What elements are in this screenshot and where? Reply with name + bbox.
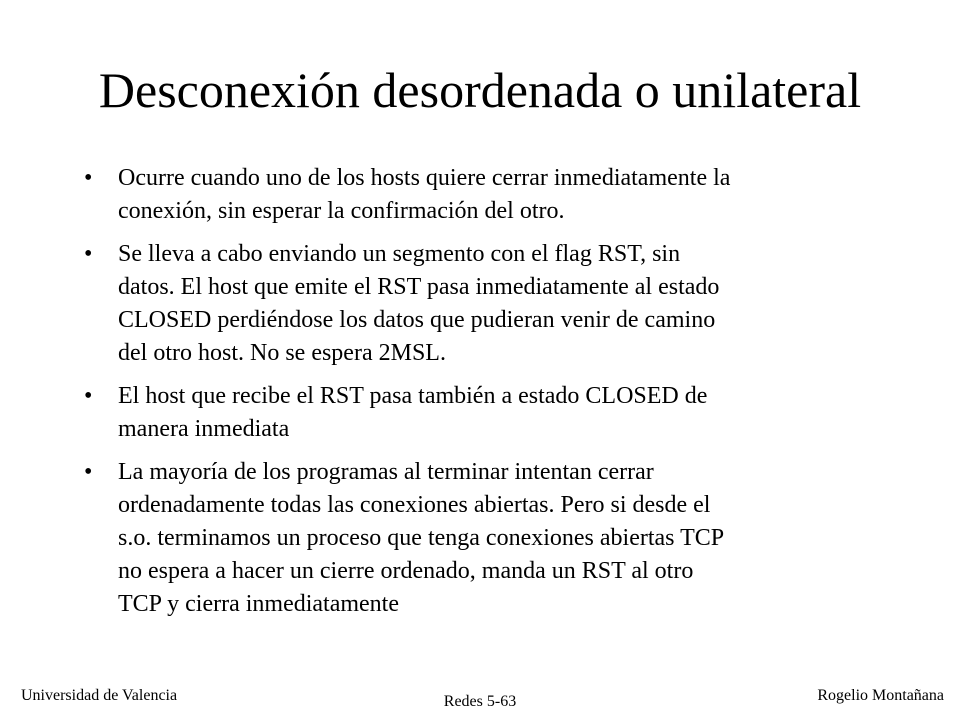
bullet-marker: •: [84, 241, 93, 267]
bullet-list: [84, 162, 874, 631]
footer-author: Rogelio Montañana: [817, 687, 944, 704]
bullet-text: [118, 162, 874, 228]
bullet-item: [84, 456, 874, 621]
bullet-text: [118, 380, 874, 446]
bullet-line: Ocurre cuando uno de los hosts quiere cerrar inmediatamente la: [118, 165, 731, 191]
bullet-line: s.o. terminamos un proceso que tenga conexiones abiertas TCP: [118, 525, 725, 551]
bullet-marker: •: [84, 383, 93, 409]
bullet-line: no espera a hacer un cierre ordenado, manda un RST al otro: [118, 558, 694, 584]
bullet-line: CLOSED perdiéndose los datos que pudieran venir de camino: [118, 307, 716, 333]
slide-title: Desconexión desordenada o unilateral: [98, 62, 862, 118]
bullet-line: conexión, sin esperar la confirmación del otro.: [118, 198, 565, 224]
bullet-line: El host que recibe el RST pasa también a estado CLOSED de: [118, 383, 708, 409]
bullet-line: Se lleva a cabo enviando un segmento con el flag RST, sin: [118, 241, 681, 267]
bullet-marker: •: [84, 165, 93, 191]
bullet-line: manera inmediata: [118, 416, 290, 442]
bullet-item: [84, 238, 874, 370]
bullet-line: TCP y cierra inmediatamente: [118, 591, 400, 617]
bullet-marker: •: [84, 459, 93, 485]
bullet-line: ordenadamente todas las conexiones abiertas. Pero si desde el: [118, 492, 711, 518]
bullet-text: [118, 456, 874, 621]
footer-page-number: Redes 5-63: [443, 693, 517, 710]
footer-institution: Universidad de Valencia: [21, 687, 178, 704]
bullet-line: datos. El host que emite el RST pasa inmediatamente al estado: [118, 274, 720, 300]
bullet-line: La mayoría de los programas al terminar intentan cerrar: [118, 459, 654, 485]
bullet-item: [84, 162, 874, 228]
bullet-item: [84, 380, 874, 446]
bullet-line: del otro host. No se espera 2MSL.: [118, 340, 446, 366]
bullet-text: [118, 238, 874, 370]
